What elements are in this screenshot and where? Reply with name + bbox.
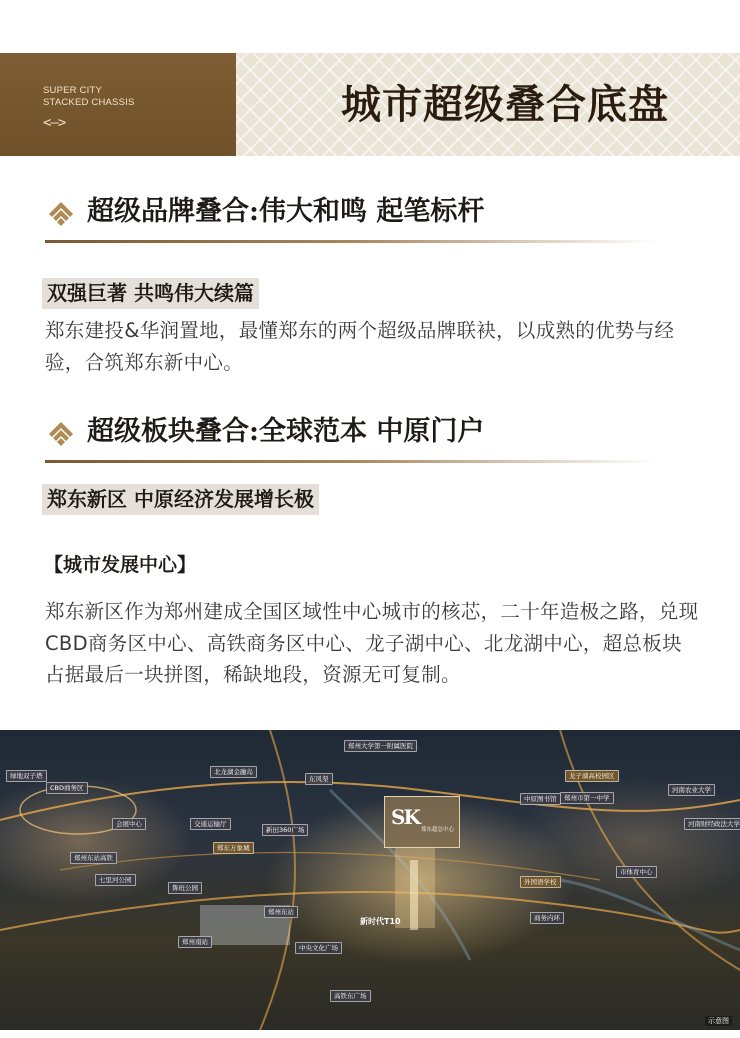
map-poi-label: 中央文化广场 bbox=[295, 942, 342, 954]
map-poi-label: 郑州市第一中学 bbox=[560, 792, 614, 804]
map-poi-label: 郑州东站 bbox=[264, 906, 298, 918]
header-brand-block bbox=[0, 53, 236, 156]
section-heading-district bbox=[45, 408, 665, 468]
map-poi-label: 高铁东广场 bbox=[330, 990, 371, 1002]
map-poi-label: 市体育中心 bbox=[616, 866, 657, 878]
map-poi-label: 龙子湖高校园区 bbox=[565, 770, 619, 782]
map-poi-label: 河南财经政法大学 bbox=[684, 818, 740, 830]
map-poi-label: 交通运输厅 bbox=[190, 818, 231, 830]
page-header bbox=[0, 53, 740, 156]
map-poi-label: 新田360广场 bbox=[262, 824, 308, 836]
section-heading-brand bbox=[45, 188, 665, 248]
aerial-night-map bbox=[0, 730, 740, 1030]
map-poi-label: 绿地双子塔 bbox=[6, 770, 47, 782]
project-logo-badge bbox=[384, 796, 460, 848]
diamond-chevron-icon bbox=[45, 198, 77, 230]
map-poi-label: 七里河公园 bbox=[95, 874, 136, 886]
map-poi-label: 郑州东站高铁 bbox=[70, 852, 117, 864]
map-poi-label: 外国语学校 bbox=[520, 876, 561, 888]
map-poi-label: 中原图书馆 bbox=[520, 793, 561, 805]
map-poi-label: 郑州大学第一附属医院 bbox=[344, 740, 417, 752]
city-center-heading: 【城市发展中心】 bbox=[44, 554, 197, 576]
section-subtitle-tag: 郑东新区 中原经济发展增长极 bbox=[42, 484, 319, 515]
header-arrow: <—> bbox=[43, 115, 66, 131]
map-poi-label: 郑东万象城 bbox=[213, 842, 254, 854]
map-poi-label: 河南农业大学 bbox=[668, 784, 715, 796]
section-title: 超级品牌叠合:伟大和鸣 起笔标杆 bbox=[87, 196, 485, 227]
map-poi-label: 北龙湖金融岛 bbox=[210, 766, 257, 778]
map-poi-label: 鲁班公园 bbox=[168, 882, 202, 894]
map-poi-label: CBD商务区 bbox=[46, 782, 88, 794]
section-divider bbox=[45, 240, 657, 243]
map-poi-label: 东风渠 bbox=[305, 773, 333, 785]
section-title: 超级板块叠合:全球范本 中原门户 bbox=[87, 416, 485, 447]
header-eyebrow: SUPER CITY STACKED CHASSIS bbox=[43, 85, 135, 108]
page-title: 城市超级叠合底盘 bbox=[341, 81, 669, 128]
map-schematic-note: 示意图 bbox=[705, 1016, 732, 1026]
map-poi-label: 会展中心 bbox=[112, 818, 146, 830]
diamond-chevron-icon bbox=[45, 418, 77, 450]
project-logo-name: 郑东超总中心 bbox=[421, 827, 455, 833]
map-poi-label: 商务内环 bbox=[530, 912, 564, 924]
map-poi-label: 郑州南站 bbox=[178, 936, 212, 948]
section-body: 郑东建投&华润置地，最懂郑东的两个超级品牌联袂，以成熟的优势与经验，合筑郑东新中心。 bbox=[45, 319, 675, 374]
landmark-t10-label: 新时代T10 bbox=[360, 917, 401, 926]
section-divider bbox=[45, 460, 657, 463]
project-logo-mark: SK bbox=[391, 805, 419, 829]
section-subtitle-tag: 双强巨著 共鸣伟大续篇 bbox=[42, 278, 259, 309]
section-body: 郑东新区作为郑州建成全国区域性中心城市的核芯，二十年造极之路，兑现CBD商务区中心、高铁商务区中心、龙子湖中心、北龙湖中心，超总板块占据最后一块拼图，稀缺地段，资源无可复制。 bbox=[45, 600, 699, 686]
